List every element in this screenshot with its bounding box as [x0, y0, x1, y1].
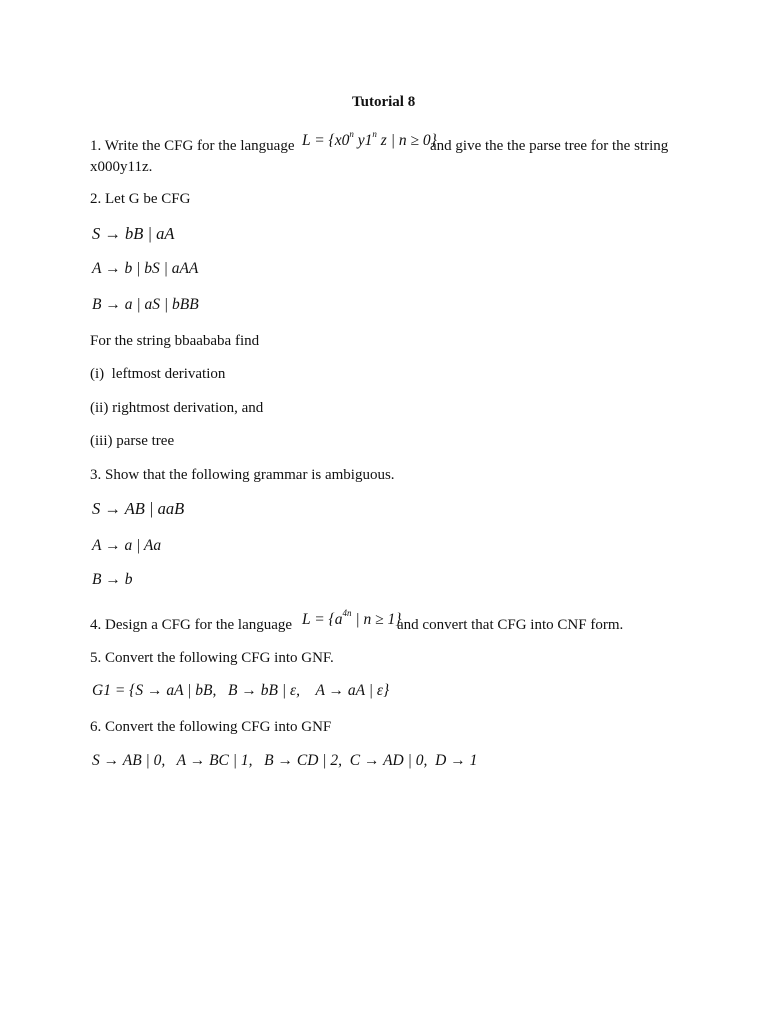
q2-task: For the string bbaababa find	[90, 333, 260, 349]
q4-prefix: 4. Design a CFG for the language	[90, 617, 293, 633]
q4-suffix: and convert that CFG into CNF form.	[397, 617, 624, 633]
q6-intro: 6. Convert the following CFG into GNF	[90, 719, 332, 735]
q6-grammar: S → AB | 0, A → BC | 1, B → CD | 2, C → AD | 0, D → 1	[92, 752, 478, 769]
q1-formula-exp1: n	[349, 128, 354, 139]
q3-intro: 3. Show that the following grammar is ambiguous.	[90, 467, 395, 483]
q2-rule-s: S → bB | aA	[92, 224, 175, 243]
q4-formula-lhs: L = {a	[302, 611, 343, 628]
q2-item-leftmost: (i) leftmost derivation	[90, 366, 226, 382]
q1-prefix: 1. Write the CFG for the language	[90, 138, 295, 154]
q2-item-rightmost: (ii) rightmost derivation, and	[90, 400, 264, 416]
q4-formula-rest: | n ≥ 1}	[351, 611, 402, 628]
q1-formula-x0: x0	[334, 132, 350, 149]
q1-suffix: and give the the parse tree for the string	[430, 138, 669, 154]
q3-rule-b: B → b	[92, 571, 133, 588]
q1-formula-lhs: L = {	[302, 132, 335, 149]
q4-formula-exp: 4n	[342, 607, 352, 618]
q2-intro: 2. Let G be CFG	[90, 191, 191, 207]
q2-rule-a: A → b | bS | aAA	[92, 260, 199, 277]
page-title: Tutorial 8	[352, 94, 416, 110]
q1-string: x000y11z.	[90, 159, 153, 175]
q5-intro: 5. Convert the following CFG into GNF.	[90, 650, 334, 666]
q1-language-formula	[302, 128, 437, 150]
q5-grammar: G1 = {S → aA | bB, B → bB | ε, A → aA | ε}	[92, 682, 390, 699]
q4-language-formula	[302, 607, 402, 629]
q3-rule-s: S → AB | aaB	[92, 499, 185, 518]
q3-rule-a: A → a | Aa	[92, 537, 162, 554]
q1-formula-y1: y1	[353, 132, 373, 149]
q1-formula-rest: z | n ≥ 0}	[376, 132, 437, 149]
q2-item-parse-tree: (iii) parse tree	[90, 433, 175, 449]
q2-rule-b: B → a | aS | bBB	[92, 296, 199, 313]
q1-formula-exp2: n	[372, 128, 377, 139]
